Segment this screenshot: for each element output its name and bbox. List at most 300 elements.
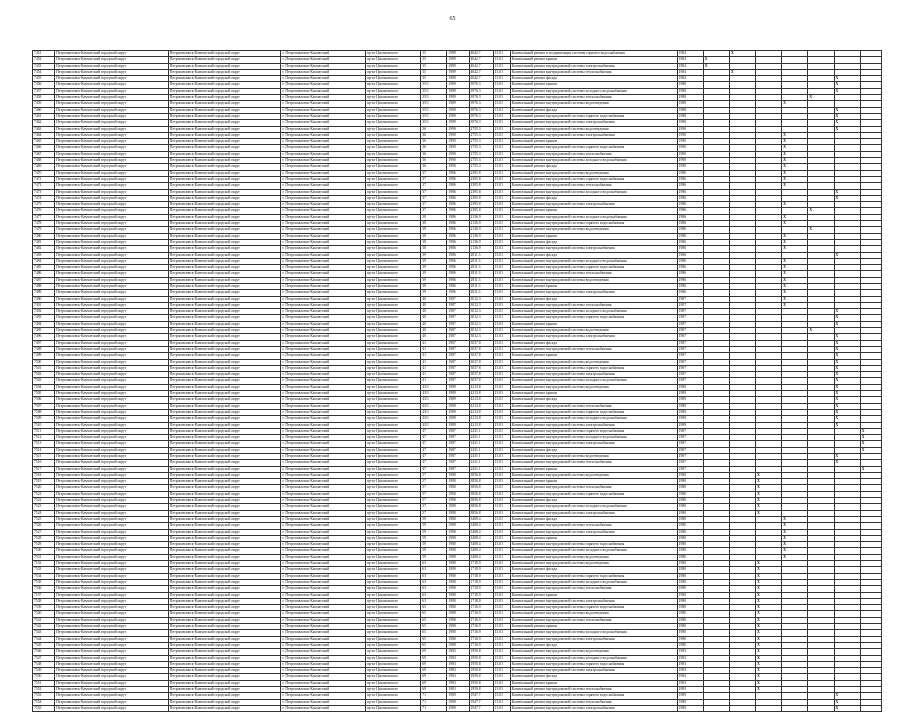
rate: 13.01	[493, 126, 510, 132]
house-number: 63	[421, 567, 447, 573]
build-year: 1983	[447, 649, 469, 655]
plan-mark: X	[757, 611, 760, 616]
house-number: 35	[421, 51, 447, 57]
municipal-district: Петропавловск-Камчатский городской округ	[168, 113, 281, 119]
period: 1987	[677, 328, 703, 334]
work-type: Капитальный ремонт внутридомовой системы теплоснабжения	[510, 69, 677, 75]
period: 1988	[677, 95, 703, 101]
municipal-area: Петропавловск-Камчатский городской округ	[55, 384, 169, 390]
street: пр-кт Циолковского	[365, 158, 420, 164]
area-value: 1718.9	[469, 586, 493, 592]
rate: 13.01	[493, 391, 510, 397]
street: пр-кт Циолковского	[365, 271, 420, 277]
settlement: г. Петропавловск-Камчатский	[281, 378, 365, 384]
house-number: 35	[421, 57, 447, 63]
row-id: 7539	[33, 605, 55, 611]
settlement: г. Петропавловск-Камчатский	[281, 491, 365, 497]
street: пр-кт Циолковского	[365, 296, 420, 302]
plan-mark: X	[757, 479, 760, 484]
area-value: 3012.3	[469, 315, 493, 321]
row-id: 7523	[33, 504, 55, 510]
municipal-area: Петропавловск-Камчатский городской округ	[55, 636, 169, 642]
period: 1986	[677, 271, 703, 277]
rate: 13.01	[493, 529, 510, 535]
settlement: г. Петропавловск-Камчатский	[281, 183, 365, 189]
area-value: 1718.9	[469, 592, 493, 598]
house-number: 39	[421, 277, 447, 283]
plan-mark: X	[835, 378, 839, 383]
rate: 13.01	[493, 252, 510, 258]
build-year: 1983	[447, 661, 469, 667]
municipal-district: Петропавловск-Камчатский городской округ	[168, 88, 281, 94]
settlement: г. Петропавловск-Камчатский	[281, 88, 365, 94]
rate: 13.01	[493, 598, 510, 604]
build-year: 1987	[447, 346, 469, 352]
street: пр-кт Циолковского	[365, 290, 420, 296]
plan-mark: X	[809, 208, 813, 213]
row-id: 7463	[33, 126, 55, 132]
house-number: 65	[421, 624, 447, 630]
work-type: Капитальный ремонт крыши	[510, 592, 677, 598]
build-year: 1983	[447, 668, 469, 674]
work-type: Капитальный ремонт внутридомовой системы водоотведения	[510, 359, 677, 365]
house-number: 59	[421, 535, 447, 541]
plan-mark: X	[835, 403, 839, 408]
area-value: 3408.4	[469, 529, 493, 535]
period: 1980	[677, 630, 703, 636]
municipal-district: Петропавловск-Камчатский городской округ	[168, 101, 281, 107]
build-year: 1989	[447, 95, 469, 101]
settlement: г. Петропавловск-Камчатский	[281, 158, 365, 164]
municipal-area: Петропавловск-Камчатский городской округ	[55, 548, 169, 554]
rate: 13.01	[493, 101, 510, 107]
settlement: г. Петропавловск-Камчатский	[281, 328, 365, 334]
municipal-area: Петропавловск-Камчатский городской округ	[55, 158, 169, 164]
period: 1986	[677, 227, 703, 233]
build-year: 1989	[447, 397, 469, 403]
municipal-district: Петропавловск-Камчатский городской округ	[168, 353, 281, 359]
municipal-district: Петропавловск-Камчатский городской округ	[168, 680, 281, 686]
house-number: 47	[421, 454, 447, 460]
municipal-district: Петропавловск-Камчатский городской округ	[168, 359, 281, 365]
plan-mark: X	[835, 454, 839, 458]
rate: 13.01	[493, 686, 510, 692]
build-year: 1989	[447, 101, 469, 107]
area-value: 2755.3	[469, 139, 493, 145]
municipal-area: Петропавловск-Камчатский городской округ	[55, 523, 169, 529]
work-type: Капитальный ремонт внутридомовой системы теплоснабжения	[510, 485, 677, 491]
street: пр-кт Циолковского	[365, 479, 420, 485]
house-number: 71	[421, 699, 447, 705]
table-body	[33, 51, 882, 712]
municipal-district: Петропавловск-Камчатский городской округ	[168, 504, 281, 510]
municipal-district: Петропавловск-Камчатский городской округ	[168, 208, 281, 214]
rate: 13.01	[493, 227, 510, 233]
house-number: 39	[421, 265, 447, 271]
row-id: 7533	[33, 567, 55, 573]
settlement: г. Петропавловск-Камчатский	[281, 535, 365, 541]
rate: 13.01	[493, 221, 510, 227]
area-value: 2431.1	[469, 435, 493, 441]
street: пр-кт Циолковского	[365, 170, 420, 176]
settlement: г. Петропавловск-Камчатский	[281, 164, 365, 170]
work-type: Капитальный ремонт внутридомовой системы холодного водоснабжения	[510, 655, 677, 661]
municipal-area: Петропавловск-Камчатский городской округ	[55, 95, 169, 101]
rate: 13.01	[493, 472, 510, 478]
period: 1987	[677, 321, 703, 327]
municipal-district: Петропавловск-Камчатский городской округ	[168, 107, 281, 113]
work-type: Капитальный ремонт фасада	[510, 164, 677, 170]
area-value: 4042.7	[469, 57, 493, 63]
row-id: 7526	[33, 523, 55, 529]
rate: 13.01	[493, 283, 510, 289]
area-value: 2431.1	[469, 454, 493, 460]
area-value: 3976.3	[469, 95, 493, 101]
plan-mark: X	[835, 705, 839, 710]
area-value: 1716.9	[469, 605, 493, 611]
street: пр-кт Циолковского	[365, 353, 420, 359]
row-id: 7543	[33, 630, 55, 636]
municipal-area: Петропавловск-Камчатский городской округ	[55, 655, 169, 661]
municipal-district: Петропавловск-Камчатский городской округ	[168, 579, 281, 585]
rate: 13.01	[493, 573, 510, 579]
period: 1980	[677, 611, 703, 617]
work-type: Капитальный ремонт внутридомовой системы горячего водоснабжения	[510, 265, 677, 271]
house-number: 47	[421, 466, 447, 472]
row-id: 7532	[33, 561, 55, 567]
build-year: 1990	[447, 145, 469, 151]
settlement: г. Петропавловск-Камчатский	[281, 605, 365, 611]
period: 1987	[677, 296, 703, 302]
area-value: 4213.8	[469, 416, 493, 422]
settlement: г. Петропавловск-Камчатский	[281, 624, 365, 630]
municipal-area: Петропавловск-Камчатский городской округ	[55, 170, 169, 176]
period: 1987	[677, 365, 703, 371]
plan-mark: X	[783, 101, 786, 106]
settlement: г. Петропавловск-Камчатский	[281, 346, 365, 352]
row-id: 7510	[33, 422, 55, 428]
rate: 13.01	[493, 554, 510, 560]
municipal-district: Петропавловск-Камчатский городской округ	[168, 523, 281, 529]
row-id: 7493	[33, 315, 55, 321]
plan-mark: X	[783, 221, 786, 226]
settlement: г. Петропавловск-Камчатский	[281, 252, 365, 258]
settlement: г. Петропавловск-Камчатский	[281, 655, 365, 661]
settlement: г. Петропавловск-Камчатский	[281, 649, 365, 655]
period: 1987	[677, 302, 703, 308]
municipal-area: Петропавловск-Камчатский городской округ	[55, 252, 169, 258]
build-year: 1980	[447, 598, 469, 604]
build-year: 1987	[447, 428, 469, 434]
house-number: 39	[421, 290, 447, 296]
street: пр-кт Циолковского	[365, 233, 420, 239]
row-id: 7552	[33, 686, 55, 692]
settlement: г. Петропавловск-Камчатский	[281, 309, 365, 315]
municipal-area: Петропавловск-Камчатский городской округ	[55, 441, 169, 447]
row-id: 7466	[33, 145, 55, 151]
street: пр-кт Циолковского	[365, 516, 420, 522]
street: пр-кт Циолковского	[365, 208, 420, 214]
rate: 13.01	[493, 246, 510, 252]
settlement: г. Петропавловск-Камчатский	[281, 132, 365, 138]
build-year: 1990	[447, 151, 469, 157]
build-year: 1987	[447, 315, 469, 321]
plan-mark: X	[835, 397, 839, 402]
municipal-district: Петропавловск-Камчатский городской округ	[168, 416, 281, 422]
area-value: 3037.8	[469, 359, 493, 365]
build-year: 1989	[447, 69, 469, 75]
municipal-area: Петропавловск-Камчатский городской округ	[55, 485, 169, 491]
municipal-district: Петропавловск-Камчатский городской округ	[168, 642, 281, 648]
rate: 13.01	[493, 176, 510, 182]
street: пр-кт Циолковского	[365, 598, 420, 604]
build-year: 1990	[447, 132, 469, 138]
build-year: 1980	[447, 529, 469, 535]
capital-repair-table	[32, 50, 882, 712]
rate: 13.01	[493, 561, 510, 567]
work-type: Капитальный ремонт фасада	[510, 516, 677, 522]
municipal-district: Петропавловск-Камчатский городской округ	[168, 346, 281, 352]
settlement: г. Петропавловск-Камчатский	[281, 145, 365, 151]
municipal-area: Петропавловск-Камчатский городской округ	[55, 510, 169, 516]
municipal-district: Петропавловск-Камчатский городской округ	[168, 674, 281, 680]
build-year: 1989	[447, 409, 469, 415]
settlement: г. Петропавловск-Камчатский	[281, 334, 365, 340]
settlement: г. Петропавловск-Камчатский	[281, 151, 365, 157]
street: пр-кт Циолковского	[365, 365, 420, 371]
street: пр-кт Циолковского	[365, 378, 420, 384]
build-year: 1983	[447, 655, 469, 661]
rate: 13.01	[493, 491, 510, 497]
period: 1987	[677, 372, 703, 378]
work-type: Капитальный ремонт внутридомовой системы горячего водоснабжения	[510, 409, 677, 415]
municipal-district: Петропавловск-Камчатский городской округ	[168, 334, 281, 340]
street: пр-кт Циолковского	[365, 693, 420, 699]
settlement: г. Петропавловск-Камчатский	[281, 416, 365, 422]
rate: 13.01	[493, 202, 510, 208]
build-year: 1987	[447, 372, 469, 378]
build-year: 1987	[447, 302, 469, 308]
area-value: 4042.7	[469, 76, 493, 82]
municipal-district: Петропавловск-Камчатский городской округ	[168, 630, 281, 636]
settlement: г. Петропавловск-Камчатский	[281, 302, 365, 308]
plan-mark: X	[757, 472, 760, 477]
street: пр-кт Циолковского	[365, 107, 420, 113]
period: 1984	[677, 63, 703, 69]
work-type: Капитальный ремонт внутридомовой системы холодного водоснабжения	[510, 504, 677, 510]
period: 1980	[677, 605, 703, 611]
house-number: 63	[421, 592, 447, 598]
settlement: г. Петропавловск-Камчатский	[281, 466, 365, 472]
area-value: 3037.8	[469, 378, 493, 384]
rate: 13.01	[493, 460, 510, 466]
row-id: 7504	[33, 384, 55, 390]
work-type: Капитальный ремонт внутридомовой системы водоотведения	[510, 277, 677, 283]
plan-mark: X	[704, 57, 708, 62]
plan-mark-cell	[782, 705, 808, 711]
municipal-area: Петропавловск-Камчатский городской округ	[55, 101, 169, 107]
municipal-area: Петропавловск-Камчатский городской округ	[55, 227, 169, 233]
street: пр-кт Циолковского	[365, 183, 420, 189]
work-type: Капитальный ремонт внутридомовой системы горячего водоснабжения	[510, 221, 677, 227]
build-year: 1986	[447, 258, 469, 264]
house-number: 40	[421, 302, 447, 308]
plan-mark-cell	[860, 705, 881, 711]
municipal-area: Петропавловск-Камчатский городской округ	[55, 132, 169, 138]
row-id: 7461	[33, 113, 55, 119]
house-number: 43/1	[421, 409, 447, 415]
area-value: 1718.9	[469, 579, 493, 585]
build-year: 1990	[447, 164, 469, 170]
rate: 13.01	[493, 271, 510, 277]
municipal-district: Петропавловск-Камчатский городской округ	[168, 479, 281, 485]
area-value: 3976.3	[469, 107, 493, 113]
house-number: 38	[421, 233, 447, 239]
rate: 13.01	[493, 233, 510, 239]
rate: 13.01	[493, 428, 510, 434]
municipal-area: Петропавловск-Камчатский городской округ	[55, 642, 169, 648]
work-type: Капитальный ремонт внутридомовой системы горячего водоснабжения	[510, 145, 677, 151]
period: 1980	[677, 624, 703, 630]
municipal-district: Петропавловск-Камчатский городской округ	[168, 296, 281, 302]
street: пр-кт Циолковского	[365, 302, 420, 308]
house-number: 38	[421, 246, 447, 252]
rate: 13.01	[493, 328, 510, 334]
plan-mark: X	[835, 372, 839, 377]
period: 1988	[677, 101, 703, 107]
plan-mark: X	[783, 258, 786, 263]
municipal-district: Петропавловск-Камчатский городской округ	[168, 372, 281, 378]
street: пр-кт Циолковского	[365, 139, 420, 145]
build-year: 1989	[447, 391, 469, 397]
rate: 13.01	[493, 397, 510, 403]
rate: 13.01	[493, 57, 510, 63]
street: пр-кт Циолковского	[365, 523, 420, 529]
row-id: 7489	[33, 290, 55, 296]
municipal-district: Петропавловск-Камчатский городской округ	[168, 561, 281, 567]
municipal-district: Петропавловск-Камчатский городской округ	[168, 290, 281, 296]
house-number: 69	[421, 655, 447, 661]
area-value: 2431.1	[469, 447, 493, 453]
area-value: 3856.8	[469, 498, 493, 504]
area-value: 3408.4	[469, 542, 493, 548]
street: пр-кт Циолковского	[365, 586, 420, 592]
plan-mark: X	[835, 195, 839, 200]
area-value: 2395.8	[469, 208, 493, 214]
period: 1986	[677, 170, 703, 176]
house-number: 38	[421, 239, 447, 245]
period: 1986	[677, 283, 703, 289]
build-year: 1980	[447, 554, 469, 560]
plan-mark: X	[861, 435, 865, 440]
work-type: Капитальный ремонт внутридомовой системы горячего водоснабжения	[510, 113, 677, 119]
work-type: Капитальный ремонт внутридомовой системы теплоснабжения	[510, 151, 677, 157]
work-type: Капитальный ремонт внутридомовой системы горячего водоснабжения	[510, 605, 677, 611]
plan-mark: X	[835, 391, 839, 396]
settlement: г. Петропавловск-Камчатский	[281, 51, 365, 57]
municipal-district: Петропавловск-Камчатский городской округ	[168, 265, 281, 271]
rate: 13.01	[493, 365, 510, 371]
plan-mark-cell	[703, 705, 729, 711]
plan-mark: X	[835, 113, 839, 118]
row-id: 7521	[33, 491, 55, 497]
house-number: 65	[421, 630, 447, 636]
build-year: 1980	[447, 535, 469, 541]
house-number: 35	[421, 69, 447, 75]
plan-mark: X	[757, 674, 760, 679]
build-year: 1986	[447, 170, 469, 176]
period: 1989	[677, 384, 703, 390]
period: 1988	[677, 120, 703, 126]
plan-mark: X	[783, 554, 786, 559]
row-id: 7535	[33, 579, 55, 585]
row-id: 7545	[33, 642, 55, 648]
build-year: 1986	[447, 176, 469, 182]
rate: 13.01	[493, 579, 510, 585]
build-year: 1987	[447, 296, 469, 302]
period: 1980	[677, 598, 703, 604]
build-year: 1989	[447, 107, 469, 113]
house-number: 37	[421, 170, 447, 176]
work-type: Капитальный ремонт крыши	[510, 57, 677, 63]
period: 1989	[677, 705, 703, 711]
street: пр-кт Циолковского	[365, 441, 420, 447]
plan-mark: X	[757, 510, 760, 515]
build-year: 1987	[447, 378, 469, 384]
row-id: 7517	[33, 466, 55, 472]
row-id: 7501	[33, 365, 55, 371]
build-year: 1980	[447, 624, 469, 630]
period: 1989	[677, 693, 703, 699]
settlement: г. Петропавловск-Камчатский	[281, 441, 365, 447]
work-type: Капитальный ремонт внутридомовой системы теплоснабжения	[510, 523, 677, 529]
work-type: Капитальный ремонт внутридомовой системы горячего водоснабжения	[510, 491, 677, 497]
house-number: 35/1	[421, 120, 447, 126]
work-type: Капитальный ремонт внутридомовой системы электроснабжения	[510, 510, 677, 516]
municipal-district: Петропавловск-Камчатский городской округ	[168, 472, 281, 478]
area-value: 4213.8	[469, 384, 493, 390]
rate: 13.01	[493, 195, 510, 201]
area-value: 3037.8	[469, 372, 493, 378]
area-value: 3012.3	[469, 328, 493, 334]
period: 1980	[677, 548, 703, 554]
area-value: 2395.8	[469, 195, 493, 201]
municipal-district: Петропавловск-Камчатский городской округ	[168, 170, 281, 176]
municipal-area: Петропавловск-Камчатский городской округ	[55, 561, 169, 567]
area-value: 3012.3	[469, 296, 493, 302]
municipal-area: Петропавловск-Камчатский городской округ	[55, 409, 169, 415]
period: 1980	[677, 516, 703, 522]
house-number: 40	[421, 328, 447, 334]
period: 1980	[677, 529, 703, 535]
house-number: 63	[421, 579, 447, 585]
row-id: 7496	[33, 334, 55, 340]
house-number: 57	[421, 510, 447, 516]
plan-mark: X	[783, 239, 786, 244]
municipal-area: Петропавловск-Камчатский городской округ	[55, 661, 169, 667]
municipal-district: Петропавловск-Камчатский городской округ	[168, 548, 281, 554]
rate: 13.01	[493, 661, 510, 667]
plan-mark: X	[783, 183, 786, 188]
municipal-district: Петропавловск-Камчатский городской округ	[168, 132, 281, 138]
plan-mark: X	[783, 271, 786, 276]
area-value: 2395.8	[469, 176, 493, 182]
house-number: 57	[421, 479, 447, 485]
work-type: Капитальный ремонт внутридомовой системы холодного водоснабжения	[510, 548, 677, 554]
build-year: 1987	[447, 353, 469, 359]
municipal-area: Петропавловск-Камчатский городской округ	[55, 208, 169, 214]
rate: 13.01	[493, 372, 510, 378]
